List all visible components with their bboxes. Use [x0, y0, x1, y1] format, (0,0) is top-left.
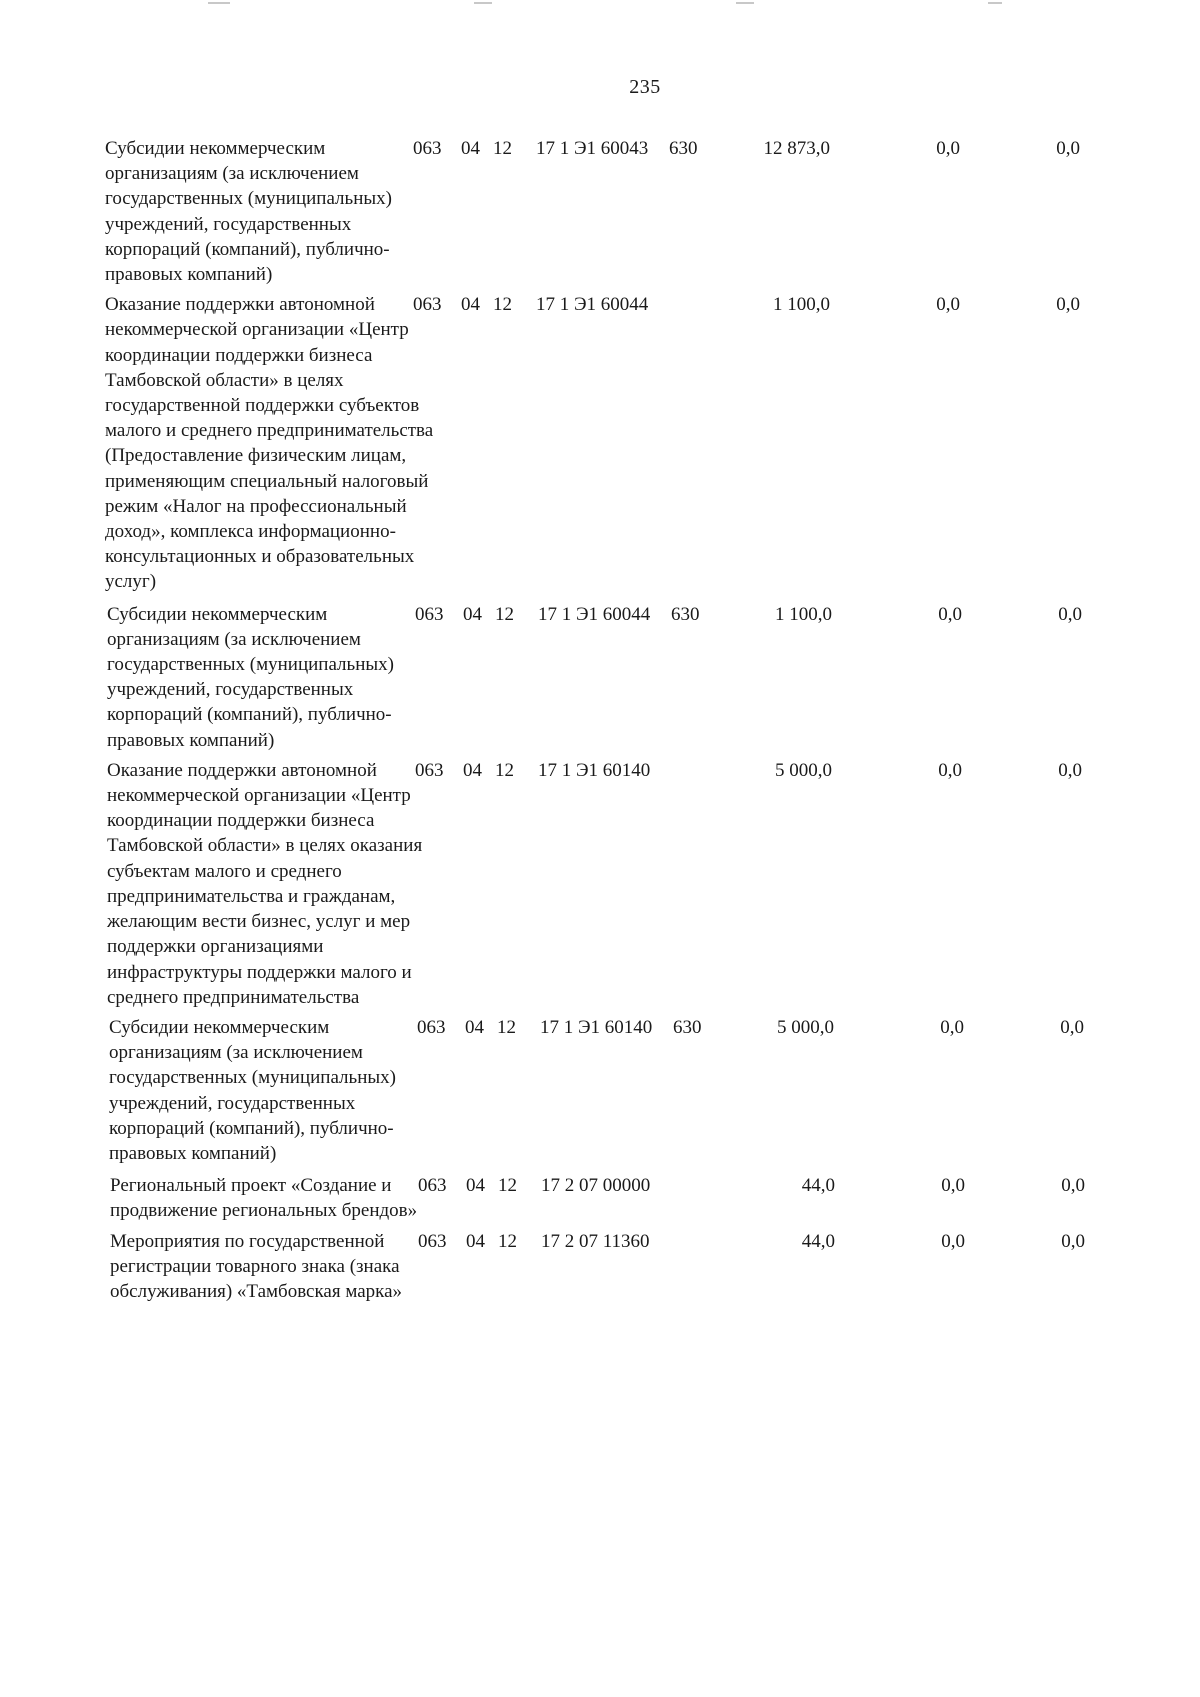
- expense-name: Субсидии некоммерческим организациям (за исключением государственных (муниципальных) учреждений, государственных корпораций (компаний), публично-правовых компаний): [109, 1016, 396, 1164]
- amount-year-3: 0,0: [1061, 1175, 1085, 1197]
- subsection-code: 12: [493, 294, 512, 316]
- amount-year-2: 0,0: [941, 1230, 965, 1252]
- budget-code: 063: [418, 1230, 447, 1252]
- budget-code: 063: [418, 1175, 447, 1197]
- table-row: [0, 758, 1200, 1015]
- expense-name: Субсидии некоммерческим организациям (за исключением государственных (муниципальных) учреждений, государственных корпораций (компаний), публично-правовых компаний): [107, 603, 394, 751]
- subsection-code: 12: [495, 603, 514, 625]
- amount-year-3: 0,0: [1061, 1230, 1085, 1252]
- table-row: [0, 1229, 1200, 1310]
- amount-year-3: 0,0: [1056, 294, 1080, 316]
- amount-year-2: 0,0: [940, 1016, 964, 1038]
- budget-code: 063: [415, 603, 444, 625]
- expense-name: Мероприятия по государственной регистрации товарного знака (знака обслуживания) «Тамбовская марка»: [110, 1230, 403, 1302]
- budget-code: 063: [417, 1016, 446, 1038]
- budget-code: 063: [413, 294, 442, 316]
- amount-year-2: 0,0: [938, 603, 962, 625]
- expense-type-code: 630: [673, 1016, 702, 1038]
- section-code: 04: [465, 1016, 484, 1038]
- expense-type-code: 630: [669, 138, 698, 159]
- amount-year-1: 1 100,0: [773, 294, 830, 316]
- section-code: 04: [461, 294, 480, 316]
- table-row: [0, 1173, 1200, 1228]
- expense-name: Субсидии некоммерческим организациям (за исключением государственных (муниципальных) учреждений, государственных корпораций (компаний), публично-правовых компаний): [105, 138, 392, 286]
- target-item-code: 17 1 Э1 60140: [538, 759, 651, 781]
- table-row: [0, 1015, 1200, 1171]
- subsection-code: 12: [495, 759, 514, 781]
- budget-code: 063: [413, 138, 442, 159]
- table-row: [0, 136, 1200, 292]
- target-item-code: 17 1 Э1 60043: [536, 138, 649, 159]
- target-item-code: 17 2 07 11360: [541, 1230, 650, 1252]
- amount-year-1: 5 000,0: [775, 759, 832, 781]
- amount-year-2: 0,0: [936, 294, 960, 316]
- budget-code: 063: [415, 759, 444, 781]
- section-code: 04: [463, 603, 482, 625]
- target-item-code: 17 1 Э1 60044: [536, 294, 649, 316]
- target-item-code: 17 2 07 00000: [541, 1175, 651, 1197]
- page-number: 235: [629, 76, 661, 98]
- subsection-code: 12: [497, 1016, 516, 1038]
- section-code: 04: [463, 759, 482, 781]
- amount-year-1: 5 000,0: [777, 1016, 834, 1038]
- subsection-code: 12: [498, 1230, 517, 1252]
- amount-year-2: 0,0: [936, 138, 960, 159]
- amount-year-1: 44,0: [801, 1175, 835, 1197]
- amount-year-2: 0,0: [941, 1175, 965, 1197]
- amount-year-1: 12 873,0: [763, 138, 830, 159]
- section-code: 04: [466, 1230, 485, 1252]
- expense-name: Региональный проект «Создание и продвижение региональных брендов»: [110, 1175, 418, 1222]
- table-row: [0, 292, 1200, 599]
- amount-year-3: 0,0: [1058, 603, 1082, 625]
- subsection-code: 12: [493, 138, 512, 159]
- target-item-code: 17 1 Э1 60140: [540, 1016, 653, 1038]
- amount-year-1: 44,0: [801, 1230, 835, 1252]
- amount-year-1: 1 100,0: [775, 603, 832, 625]
- amount-year-3: 0,0: [1056, 138, 1080, 159]
- amount-year-2: 0,0: [938, 759, 962, 781]
- scan-mark: [988, 2, 1002, 4]
- section-code: 04: [461, 138, 480, 159]
- target-item-code: 17 1 Э1 60044: [538, 603, 651, 625]
- budget-table: [0, 136, 1200, 1309]
- expense-name: Оказание поддержки автономной некоммерческой организации «Центр координации поддержки бизнеса Тамбовской области» в целях оказания субъектам малого и среднего предпринимательства и гражданам, желающим вести бизнес, услуг и мер поддержки организациями инфраструктуры поддержки малого и среднего предпринимательства: [107, 759, 423, 1008]
- scan-mark: [208, 2, 230, 4]
- scan-mark: [736, 2, 754, 4]
- section-code: 04: [466, 1175, 485, 1197]
- subsection-code: 12: [498, 1175, 517, 1197]
- expense-name: Оказание поддержки автономной некоммерческой организации «Центр координации поддержки бизнеса Тамбовской области» в целях государственной поддержки субъектов малого и среднего предпринимательства (Предоставление физическим лицам, применяющим специальный налоговый режим «Налог на профессиональный доход», комплекса информационно-консультационных и образовательных услуг): [105, 294, 434, 593]
- amount-year-3: 0,0: [1058, 759, 1082, 781]
- expense-type-code: 630: [671, 603, 700, 625]
- table-row: [0, 602, 1200, 758]
- amount-year-3: 0,0: [1060, 1016, 1084, 1038]
- scan-mark: [474, 2, 492, 4]
